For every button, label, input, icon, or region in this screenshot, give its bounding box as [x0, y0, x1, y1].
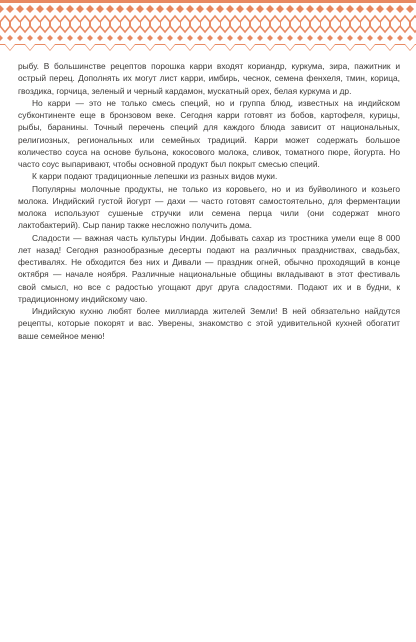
paragraph-conclusion: Индийскую кухню любят более миллиарда жителей Земли! В ней обязательно найдутся рецепты, которые покорят и вас. Уверены, знакомство с этой удивительной кухней обогатит ваше семейное меню! [18, 306, 400, 341]
article-body [18, 60, 400, 342]
paragraph-spices-list: рыбу. В большинстве рецептов порошка карри входят кориандр, куркума, зира, пажитник и острый перец. Дополнять их могут лист карри, имбирь, чеснок, семена фенхеля, тмин, корица, гвоздика, горчица, зеленый и черный кардамон, мускатный орех, белая куркума и др. [18, 61, 400, 96]
paragraph-flatbreads: К карри подают традиционные лепешки из разных видов муки. [32, 171, 278, 182]
paragraph-dairy: Популярны молочные продукты, не только из коровьего, но и из буйволиного и козьего молока. Индийский густой йогурт — дахи — часто готовят самостоятельно, для ферментации молока используют сушеные стручки или семена перца чили (они содержат много лактобактерий). Сыр панир также несложно получить дома. [18, 183, 400, 231]
paragraph-sweets: Сладости — важная часть культуры Индии. Добывать сахар из тростника умели еще 8 000 лет назад! Сегодня разнообразные десерты подают на различных праздниствах, свадьбах, фестивалях. Не обходится без них и Дивали — праздник огней, обычно проходящий в конце октября — начале ноября. Различные национальные общины вкладывают в этот фестиваль свой смысл, но все с радостью угощают друг друга сладостями. Подают их и в будни, к традиционному индийскому чаю. [18, 232, 400, 304]
decorative-ornament-border [0, 0, 416, 52]
ornament-pattern-icon [0, 0, 416, 52]
paragraph-curry-dishes: Но карри — это не только смесь специй, но и группа блюд, известных на индийском субконтиненте еще в бронзовом веке. Сегодня карри готовят из бобов, картофеля, курицы, рыбы, баранины. Точный перечень специй для каждого блюда зависит от национальных, религиозных, региональных или семейных традиций. Карри может содержать большое количество соуса на основе бульона, кокосового молока, сливок, томатного пюре, йогурта. Но часто соус выпаривают, чтобы основной продукт был покрыт смесью специй. [18, 97, 400, 169]
